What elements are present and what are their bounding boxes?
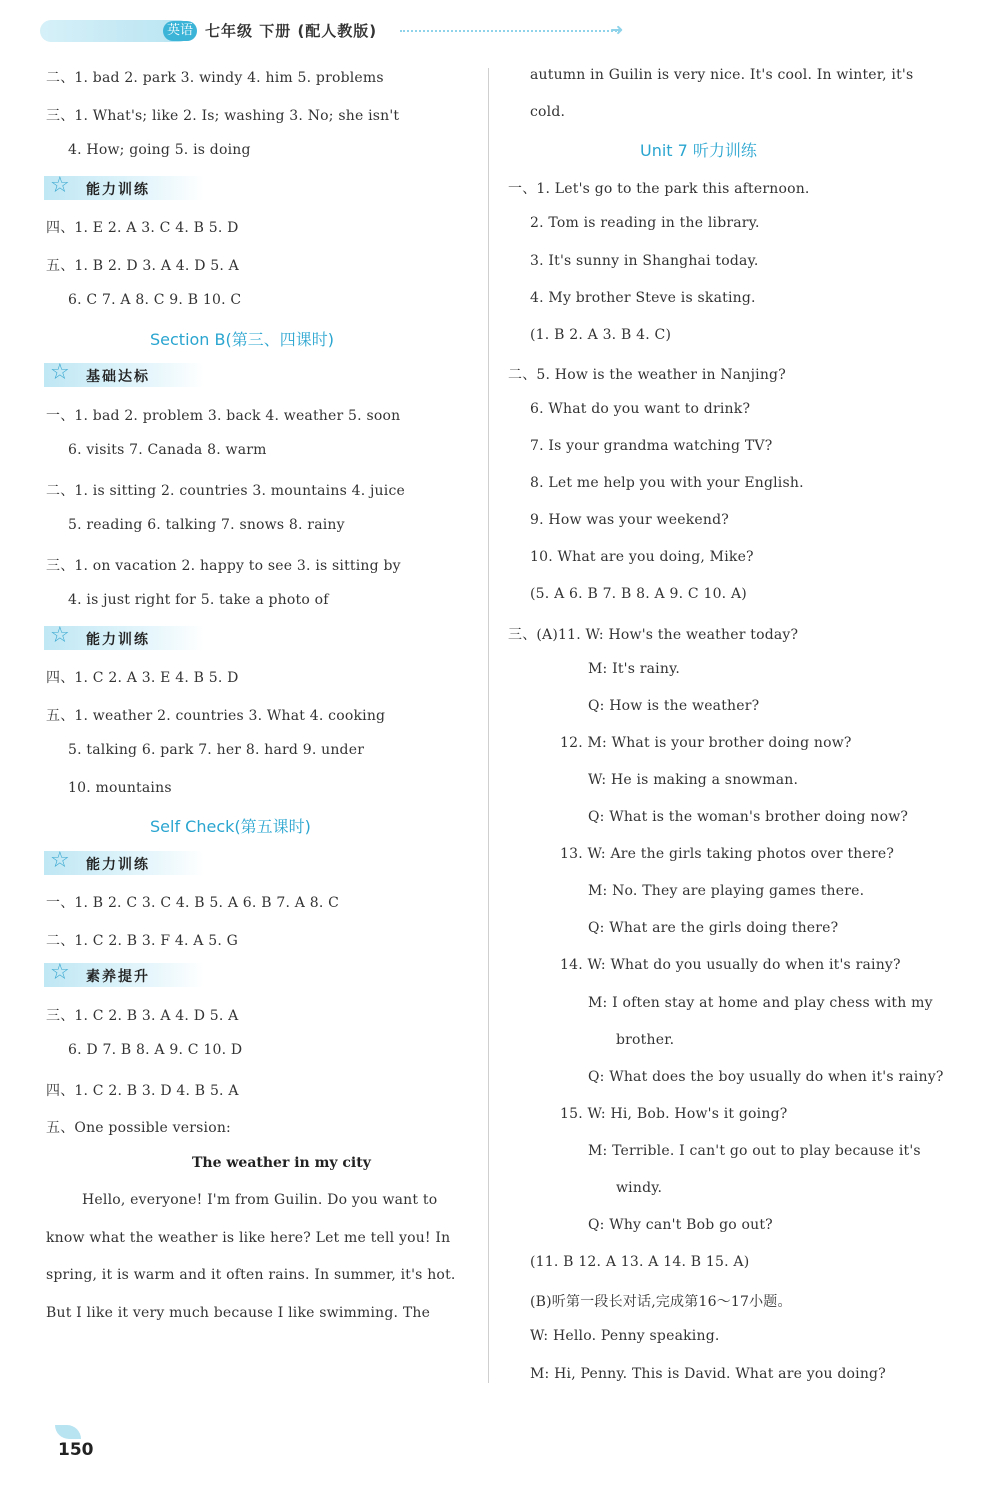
subsection-label: 能力训练 [86,856,150,873]
answer-line: M: No. They are playing games there. [588,883,865,900]
answer-line: 一、1. B 2. C 3. C 4. B 5. A 6. B 7. A 8. C [46,895,340,911]
answer-line: 8. Let me help you with your English. [530,475,804,492]
answer-line: autumn in Guilin is very nice. It's cool. In winter, it's [530,67,914,83]
answer-line: 二、1. is sitting 2. countries 3. mountains 4. juice [46,482,405,499]
answer-line: M: It's rainy. [588,660,680,677]
answer-line: 6. D 7. B 8. A 9. C 10. D [68,1042,243,1058]
answer-line: 6. What do you want to drink? [530,400,751,417]
answer-line: 7. Is your grandma watching TV? [530,438,773,454]
answer-line: 三、1. What's; like 2. Is; washing 3. No; she isn't [46,107,400,124]
section-title: Unit 7 听力训练 [640,141,757,161]
answer-line: 三、1. C 2. B 3. A 4. D 5. A [46,1007,239,1024]
answer-line: 五、1. weather 2. countries 3. What 4. cooking [46,707,386,724]
answer-line: But I like it very much because I like swimming. The [46,1304,431,1321]
answer-line: 6. C 7. A 8. C 9. B 10. C [68,292,242,308]
answer-line: 3. It's sunny in Shanghai today. [530,252,759,269]
subsection-tag [44,960,204,987]
leaf-icon [55,1425,81,1439]
answer-line: Q: What is the woman's brother doing now? [588,809,909,825]
subsection-label: 能力训练 [86,631,150,648]
star-icon: ☆ [50,360,70,385]
answer-line: Q: How is the weather? [588,697,760,714]
section-title: Section B(第三、四课时) [150,329,334,349]
subsection-tag [44,847,204,875]
answer-line: 12. M: What is your brother doing now? [560,734,852,751]
section-title: Self Check(第五课时) [150,817,311,836]
answer-line: know what the weather is like here? Let me tell you! In [46,1229,451,1246]
answer-line: Q: What does the boy usually do when it's rainy? [588,1068,944,1085]
answer-line: M: I often stay at home and play chess with my [588,994,933,1011]
answer-line: (11. B 12. A 13. A 14. B 15. A) [530,1254,750,1271]
answer-line: 5. talking 6. park 7. her 8. hard 9. under [68,742,365,758]
answer-line: W: Hello. Penny speaking. [530,1328,720,1345]
page-header [0,0,1000,62]
subsection-label: 基础达标 [86,369,150,385]
answer-line: brother. [616,1031,675,1048]
answer-line: M: Terrible. I can't go out to play because it's [588,1142,921,1159]
star-icon: ☆ [50,847,70,873]
column-divider [488,68,489,1383]
answer-line: 5. reading 6. talking 7. snows 8. rainy [68,517,345,533]
answer-line: Q: What are the girls doing there? [588,920,839,937]
answer-line: 4. How; going 5. is doing [68,142,251,158]
answer-line: 五、One possible version: [46,1120,231,1136]
subsection-tag [44,172,204,200]
star-icon: ☆ [50,172,70,198]
answer-line: 三、1. on vacation 2. happy to see 3. is sitting by [46,557,401,574]
star-icon: ☆ [50,960,70,985]
answer-line: (5. A 6. B 7. B 8. A 9. C 10. A) [530,586,747,603]
answer-line: 四、1. E 2. A 3. C 4. B 5. D [46,220,239,236]
answer-line: M: Hi, Penny. This is David. What are you doing? [530,1365,886,1382]
page-number: 150 [58,1440,94,1460]
answer-line: Q: Why can't Bob go out? [588,1217,773,1234]
paragraph-line: Hello, everyone! I'm from Guilin. Do you want to [82,1192,438,1208]
answer-line: 10. mountains [68,779,172,796]
answer-line: (B)听第一段长对话,完成第16～17小题。 [530,1294,792,1311]
answer-line: W: He is making a snowman. [588,771,799,788]
essay-title: The weather in my city [192,1154,371,1171]
subsection-tag [44,622,204,650]
subsection-label: 素养提升 [86,969,150,985]
answer-line: 二、1. C 2. B 3. F 4. A 5. G [46,932,239,949]
arrow-icon: ➜ [610,20,624,39]
subsection-tag [44,360,204,387]
star-icon: ☆ [50,622,70,648]
answer-line: (1. B 2. A 3. B 4. C) [530,326,672,343]
answer-line: 一、1. bad 2. problem 3. back 4. weather 5. soon [46,407,401,424]
subject-badge: 英语 [163,21,197,41]
answer-line: 4. My brother Steve is skating. [530,289,756,306]
answer-line: 一、1. Let's go to the park this afternoon. [508,181,810,198]
answer-line: windy. [616,1180,663,1196]
answer-line: cold. [530,104,566,121]
subsection-label: 能力训练 [86,181,150,198]
answer-line: 10. What are you doing, Mike? [530,549,754,566]
answer-line: 2. Tom is reading in the library. [530,215,760,232]
answer-line: 13. W: Are the girls taking photos over there? [560,846,895,863]
book-title: 七年级 下册 (配人教版) [205,22,378,40]
answer-line: 15. W: Hi, Bob. How's it going? [560,1105,788,1122]
answer-line: 二、1. bad 2. park 3. windy 4. him 5. problems [46,70,384,86]
answer-line: 9. How was your weekend? [530,512,729,529]
answer-line: spring, it is warm and it often rains. In summer, it's hot. [46,1267,456,1283]
answer-line: 四、1. C 2. B 3. D 4. B 5. A [46,1082,239,1099]
answer-line: 四、1. C 2. A 3. E 4. B 5. D [46,670,239,686]
answer-line: 14. W: What do you usually do when it's rainy? [560,957,901,974]
header-dotted-line [400,30,620,32]
answer-line: 五、1. B 2. D 3. A 4. D 5. A [46,257,239,274]
answer-line: 6. visits 7. Canada 8. warm [68,442,267,458]
answer-line: 三、(A)11. W: How's the weather today? [508,626,799,643]
answer-line: 二、5. How is the weather in Nanjing? [508,366,786,383]
answer-line: 4. is just right for 5. take a photo of [68,592,329,608]
